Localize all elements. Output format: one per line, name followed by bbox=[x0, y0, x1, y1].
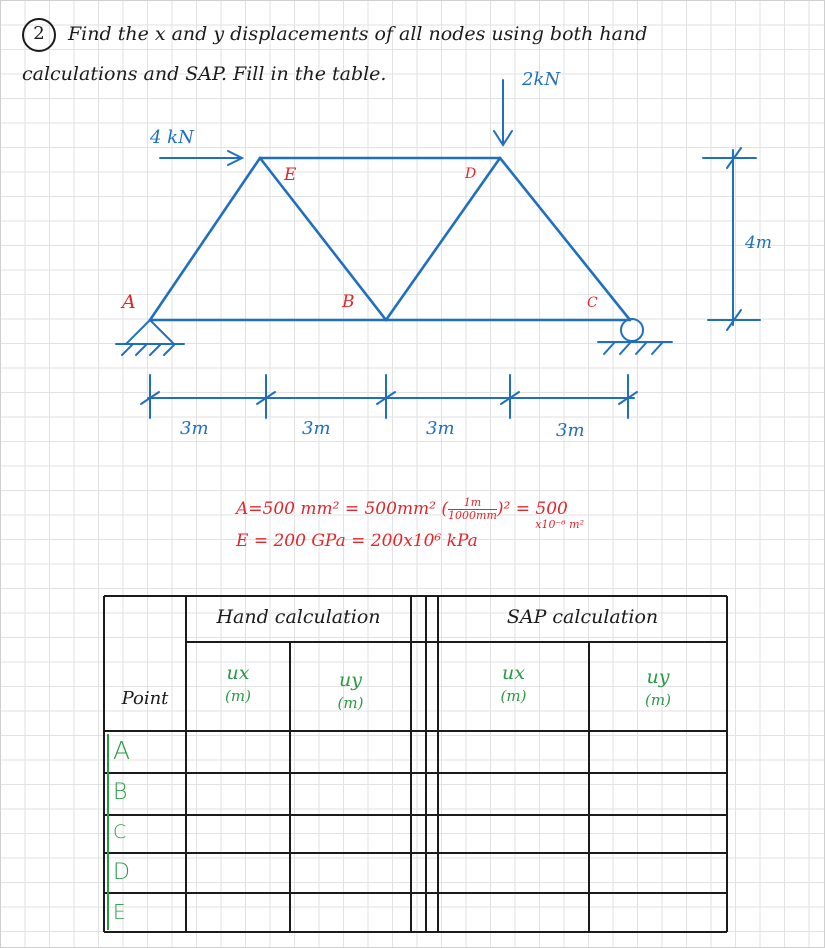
modulus-line: E = 200 GPa = 200x10⁶ kPa bbox=[236, 531, 478, 551]
node-label-E: E bbox=[284, 165, 297, 185]
problem-line-2: calculations and SAP. Fill in the table. bbox=[22, 63, 387, 85]
area-line: A=500 mm² = 500mm² ( $\frac{1m}{1000mm}$ )² = 500 x10⁻⁶ m² bbox=[236, 496, 585, 531]
node-label-B: B bbox=[342, 292, 355, 312]
label-4kN: 4 kN bbox=[150, 127, 194, 148]
row-label-D: D bbox=[113, 860, 130, 885]
label-2kN: 2kN bbox=[522, 69, 561, 90]
column-hand-uy: uy (m) bbox=[337, 669, 364, 712]
column-hand-ux: ux (m) bbox=[225, 662, 251, 705]
node-label-C: C bbox=[587, 295, 598, 311]
problem-number: 2 bbox=[22, 18, 56, 52]
span-label-1: 3m bbox=[180, 418, 209, 439]
header-sap-calculation: SAP calculation bbox=[506, 606, 659, 628]
row-label-A: A bbox=[113, 736, 131, 765]
header-hand-calculation: Hand calculation bbox=[216, 606, 381, 628]
span-label-4: 3m bbox=[556, 420, 585, 441]
column-sap-uy: uy (m) bbox=[645, 666, 671, 709]
row-label-B: B bbox=[113, 780, 128, 805]
row-label-E: E bbox=[113, 900, 126, 924]
column-sap-ux: ux (m) bbox=[500, 662, 527, 705]
span-label-3: 3m bbox=[426, 418, 455, 439]
height-label: 4m bbox=[745, 233, 772, 253]
header-point: Point bbox=[121, 688, 169, 709]
problem-text-1: Find the x and y displacements of all nodes using both hand bbox=[68, 23, 648, 45]
node-label-A: A bbox=[122, 291, 136, 313]
row-label-C: C bbox=[113, 821, 127, 843]
span-label-2: 3m bbox=[302, 418, 331, 439]
node-label-D: D bbox=[465, 166, 477, 182]
